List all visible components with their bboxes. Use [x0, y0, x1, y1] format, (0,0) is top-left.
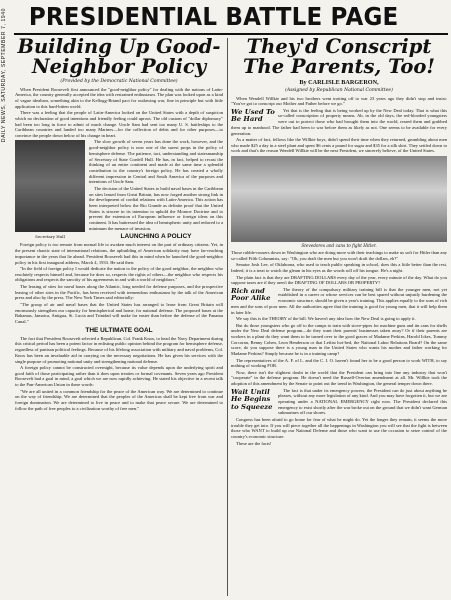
right-paragraph: The plain fact is that they are DRAFTING DOLLARS every day of the year, every minute of the day. What do you suppose taxes are if they aren't the DRAFTING OF DOLLARS OR PROPERTY? — [231, 274, 447, 286]
dateline-text: DAILY NEWS, SATURDAY, SEPTEMBER 7, 1940 — [1, 8, 7, 143]
right-paragraph: But do those youngsters who go off to the camps to train with stove-pipes for machine guns and tin cans for shells under the New Deal defense program—do they want their parents' businesses taken away? Or if their parents are workers in a plant do they want them to be turned over to the good graces of Madame Perkins, Harold Ickes, Tommy Corcoran, Benny Cohen, Leon Henderson or that Leftist hot-bed, the National Labor Relations Board? On the same score, do you suppose there is a young man in the United States who wants his mother and father working for Madame Perkins? Simply because he is in a training camp? — [231, 322, 447, 357]
right-paragraph: Congress has been afraid to go home for fear of what he might do. Yet the longer they remain, it seems the more trouble they get into. If you will piece together all the happenings in Washington you will see that the fight is between those who WANT to build up our National Defense and those who want to use the occasion to seize control of the country's economic structure. — [231, 416, 447, 440]
right-paragraph: We say this is the THEORY of the bill. We haven't any idea how the New Deal is going to apply it. — [236, 316, 416, 322]
right-sidehead: We Used To Be Hard — [231, 107, 275, 124]
left-paragraph: The leasing of sites for naval bases along the Atlantic, long needed for defense purposes, and the prospective leasing of other sites in the Pacific, has been received with tremendous enthusiasm by the talk of the American press and also by the press. The New York Times said editorially: — [15, 283, 223, 301]
left-paragraph: The fact that President Roosevelt selected a Republican, Col. Frank Knox, to head the Navy Department during this critical period has been a potent factor in enlisting public opinion behind the program for hemisphere defense, regardless of partisan political feelings. Because of his lifelong association with military and naval problems, Col. Knox has been an invaluable aid in carrying on the necessary negotiations. He has given his services with the single purpose of promoting national unity and strengthening national defense. — [15, 335, 223, 364]
left-subhead: LAUNCHING A POLICY — [120, 233, 192, 241]
left-paragraph: Foreign policy is too remote from normal life to awaken much interest on the part of ordinary citizens. Yet, in the present chaotic state of international relations, the upbuilding of American solidarity may have far-reaching importance in the years that lie ahead. President Roosevelt had this in mind when he launched the good-neighbor policy in his first inaugural address, March 4, 1933. He said then: — [15, 242, 223, 265]
right-paragraph: When Wendell Willkie and his two brothers went trotting off to war 23 years ago they didn't stop and insist: "You've got to conscript our Mother and Father before we go." — [231, 95, 447, 107]
left-paragraph: "The group of air and naval bases that the United States has arranged to lease from Great Britain will enormously strengthen our capacity for hemispherical and home, for national defense. The proposed bases at the Bahamas, Jamaica, Antigua, St. Lucia and Trinidad will make far easier than before the defense of the Panama Canal." — [15, 301, 223, 324]
left-headline: Building Up Good-Neighbor Policy — [17, 37, 221, 78]
right-column — [231, 37, 447, 597]
left-paragraph: The slow growth of seven years has done the work, however, and the good-neighbor policy is now one of the surest props in the policy of hemisphere defense. The patience, tact, understanding and statesmanship of Secretary of State Cordell Hull. He has, in fact, helped to recast the thinking of an entire continent and made at the same time a splendid contribution to the country's foreign policy. He has created a wholly different impression in Central and South America of the purposes and intentions of Uncle Sam. — [89, 139, 223, 185]
cartoon-caption: Stevedores and cans to fight Hitler. — [301, 243, 377, 249]
left-paragraph: "In the field of foreign policy I would dedicate the nation to the policy of the good neighbor, the neighbor who resolutely respects himself and, because he does so, respects the rights of others—the neighbor who respects his obligations and respects the sanctity of his agreements in and with a world of neighbors." — [15, 266, 223, 283]
right-paragraph: Those rubble-rousers down in Washington who are doing more with their teachings to make us soft for Hitler than any so-called Fifth Columnists, say: "Oh, you draft the men but you won't draft the dollars, eh?" — [231, 250, 447, 261]
column-divider — [227, 38, 228, 596]
banner-rule — [14, 33, 448, 35]
hull-photo-caption: Secretary Hull — [35, 234, 65, 240]
left-paragraph: There was a feeling that the people of Latin-America looked on the United States with a depth of suspicion which no declaration of good intentions and friendly feeling could uproot. The old custom of "dollar diplomacy" had been too long in force to admit of much change. Uncle Sam had sent too many U. S. battleships to the Caribbean countries and landed too many Marines—for the collection of debts and for other purposes—to convince the people down below of his change in heart. — [15, 110, 223, 138]
right-sidehead: Rich and Poor Alike — [231, 286, 271, 303]
side-dateline — [0, 0, 12, 600]
right-sidehead: Wait Until He Begins to Squeeze — [231, 387, 273, 411]
right-paragraph: Now, there isn't the slightest doubt in the world that the President can bring into line any industry that won't "cooperate" in the defense program. He doesn't need the Russell-Overton amendment at all. Mr. Willkie took the adoption of this amendment by the Senate to point out the trend in Washington, the general temper down there. — [231, 369, 447, 387]
left-paragraph: The decision of the United States to build naval bases in the Caribbean on sites leased from Great Britain, has now forged another strong link in the development of cordial relations with Latin-America. This action has been interpreted below the Rio Grande as definite proof that the United States is sincere in its intention to uphold the Monroe Doctrine and to prevent the extension of European influence or foreign ideas on this continent. It has buttressed the idea of hemispheric unity and reduced to a minimum the menace of invasion. — [89, 185, 223, 231]
right-paragraph: As a matter of fact, fellows like the Willkie boys, didn't spend their time when they returned, grumbling about men who made $25 a day in a steel plant and spent $6 cents a pound for sugar and $35 for a silk shirt. They settled down to work and that's the reason Wendell Willkie will be the next President, we sincerely believe, of the United States. — [231, 137, 447, 154]
hull-photo — [15, 140, 85, 240]
banner — [14, 2, 448, 32]
right-paragraph: The representatives of the A. F. of L. and the C. I. O. haven't found her to be a good person to work WITH, to say nothing of working FOR. — [231, 357, 447, 369]
right-paragraph: The theory of the compulsory military training bill is that the younger men, not yet established in a career or whose services can be best spared without unjustly burdening the economic structure, should be given a year's training. This applies equally to the sons of rich men and the sons of poor men. All the authorities agree that the training is good for young men, that it will help them in later life. — [231, 286, 447, 315]
right-paragraph: The fact is that under its emergency powers, the President can do just about anything he pleases, without any more legislation of any kind. And you may have forgotten it, but we are operating under a NATIONAL EMERGENCY right now. The President declared this emergency to exist shortly after the war broke out on the ground that we didn't want German submarines off our shores. — [278, 387, 447, 416]
right-paragraph: Senator Josh Lee, of Oklahoma, who used to teach public speaking in school, does this a little better than the rest. Indeed, it is a treat to watch the gleam in his eyes as the words roll off his tongue. He's a night. — [231, 262, 447, 274]
banner-title: PRESIDENTIAL BATTLE PAGE — [28, 2, 399, 31]
right-paragraph: These are the facts! — [236, 440, 272, 446]
left-subhead: THE ULTIMATE GOAL — [85, 326, 153, 334]
cartoon-photo — [231, 156, 447, 242]
right-credit: (Assigned by Republican National Committee) — [285, 88, 393, 93]
left-credit: (Provided by the Democratic National Committee) — [60, 79, 178, 84]
left-paragraph: When President Roosevelt first announced the "good-neighbor policy" for dealing with the nations of Latin-America, the country generally accepted the idea with restrained enthusiasm. The plan was looked upon as a kind of vague idealism, something akin to the Kellogg-Briand pact for outlawing war, fine in principle but with little application to this hard-bitten world. — [15, 86, 223, 109]
right-paragraph: Yet that is the feeling that is being worked up by the New Deal today. That is what this so-called conscription of property means. Ah, in the old days, the red-blooded youngsters were out to protect those who had brought them into the world, reared them and grubbed them up to manhood. The father had been to war before them as likely as not. One seems to be available for every generation. — [231, 107, 447, 136]
left-paragraph: "We are all united in a common friendship for the peace of the American way. We are determined to continue on the way of friendship. We are determined that the peoples of the Americas shall be kept free from war and foreign domination. We are determined to live in peace and to make that peace secure. We are determined to follow the path of free peoples to a civilization worthy of free men." — [15, 388, 223, 411]
hull-photo-block — [15, 139, 85, 239]
right-byline: By CARLISLE BARGERON, — [299, 79, 379, 86]
right-headline: They'd Conscript The Parents, Too! — [243, 37, 435, 78]
left-column — [15, 37, 223, 597]
left-paragraph: A foreign policy cannot be constructed overnight, because its value depends upon the underlying spirit and good faith of those participating rather than it does upon treaties or formal covenants. Seven years ago President Roosevelt had a goal in mind, a goal which we are now rapidly achieving. He stated his objective in a recent talk to the Pan-American Union in these words: — [15, 365, 223, 388]
